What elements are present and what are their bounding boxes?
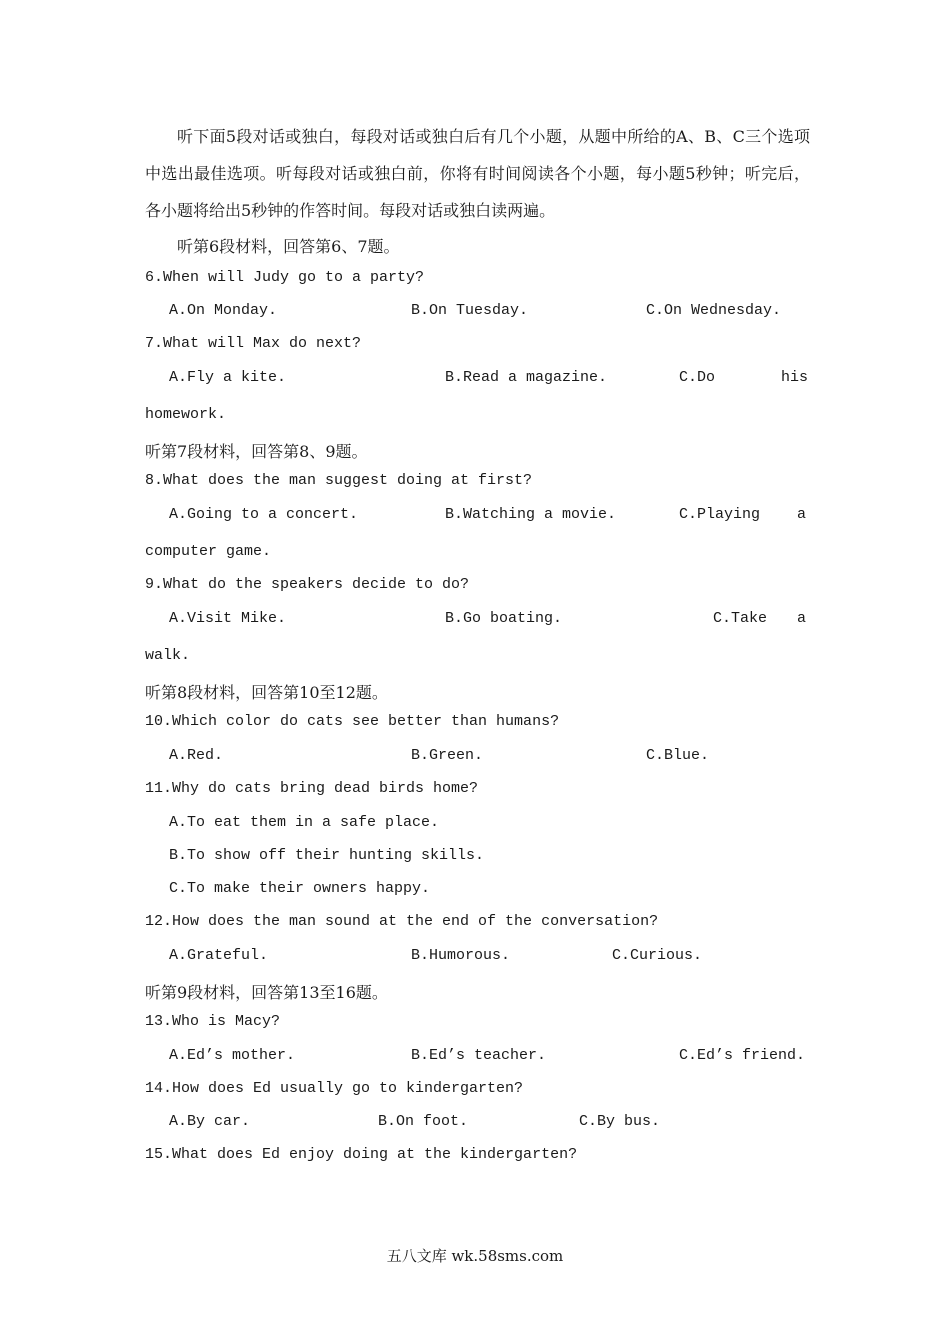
question-12-option-a: A.Grateful. xyxy=(169,947,269,964)
question-8-option-c-word: a xyxy=(797,506,807,523)
question-9-option-c-word: a xyxy=(797,610,807,627)
question-11-option-a: A.To eat them in a safe place. xyxy=(169,814,440,831)
question-6-option-b: B.On Tuesday. xyxy=(411,302,529,319)
question-7-option-c-continued: homework. xyxy=(145,406,227,423)
question-12: 12.How does the man sound at the end of the conversation? xyxy=(145,913,659,930)
question-7-option-c-word: his xyxy=(781,369,809,386)
question-8-option-b: B.Watching a movie. xyxy=(445,506,617,523)
question-13: 13.Who is Macy? xyxy=(145,1013,281,1030)
page-footer-watermark: 五八文库 wk.58sms.com xyxy=(386,1247,564,1265)
question-14: 14.How does Ed usually go to kindergarten? xyxy=(145,1080,524,1097)
question-14-option-c: C.By bus. xyxy=(579,1113,661,1130)
question-6: 6.When will Judy go to a party? xyxy=(145,269,425,286)
question-8-option-c: C.Playing xyxy=(679,506,761,523)
question-9-option-b: B.Go boating. xyxy=(445,610,563,627)
question-14-option-b: B.On foot. xyxy=(378,1113,469,1130)
question-13-option-c: C.Ed’s friend. xyxy=(679,1047,806,1064)
question-14-option-a: A.By car. xyxy=(169,1113,251,1130)
segment-9-heading: 听第9段材料，回答第13至16题。 xyxy=(145,983,388,1002)
question-9-option-c-continued: walk. xyxy=(145,647,191,664)
question-11-option-b: B.To show off their hunting skills. xyxy=(169,847,485,864)
question-10: 10.Which color do cats see better than humans? xyxy=(145,713,560,730)
question-9-option-c: C.Take xyxy=(713,610,768,627)
question-8-option-a: A.Going to a concert. xyxy=(169,506,359,523)
segment-8-heading: 听第8段材料，回答第10至12题。 xyxy=(145,683,388,702)
question-7: 7.What will Max do next? xyxy=(145,335,362,352)
segment-7-heading: 听第7段材料，回答第8、9题。 xyxy=(145,442,368,461)
question-10-option-b: B.Green. xyxy=(411,747,484,764)
section-instructions: 听下面5段对话或独白，每段对话或独白后有几个小题，从题中所给的A、B、C三个选项中选出最佳选项。听每段对话或独白前，你将有时间阅读各个小题，每小题5秒钟；听完后，各小题将给出5秒钟的作答时间。每段对话或独白读两遍。 xyxy=(145,127,810,220)
question-10-option-c: C.Blue. xyxy=(646,747,710,764)
question-13-option-a: A.Ed’s mother. xyxy=(169,1047,296,1064)
question-11: 11.Why do cats bring dead birds home? xyxy=(145,780,479,797)
question-15: 15.What does Ed enjoy doing at the kindergarten? xyxy=(145,1146,578,1163)
question-9-option-a: A.Visit Mike. xyxy=(169,610,287,627)
question-11-option-c: C.To make their owners happy. xyxy=(169,880,431,897)
question-8: 8.What does the man suggest doing at first? xyxy=(145,472,533,489)
question-13-option-b: B.Ed’s teacher. xyxy=(411,1047,547,1064)
question-6-option-a: A.On Monday. xyxy=(169,302,278,319)
question-12-option-c: C.Curious. xyxy=(612,947,703,964)
segment-6-heading: 听第6段材料，回答第6、7题。 xyxy=(177,237,400,256)
question-8-option-c-continued: computer game. xyxy=(145,543,272,560)
question-6-option-c: C.On Wednesday. xyxy=(646,302,782,319)
question-10-option-a: A.Red. xyxy=(169,747,224,764)
question-9: 9.What do the speakers decide to do? xyxy=(145,576,470,593)
question-7-option-a: A.Fly a kite. xyxy=(169,369,287,386)
question-7-option-b: B.Read a magazine. xyxy=(445,369,608,386)
question-12-option-b: B.Humorous. xyxy=(411,947,511,964)
question-7-option-c: C.Do xyxy=(679,369,716,386)
